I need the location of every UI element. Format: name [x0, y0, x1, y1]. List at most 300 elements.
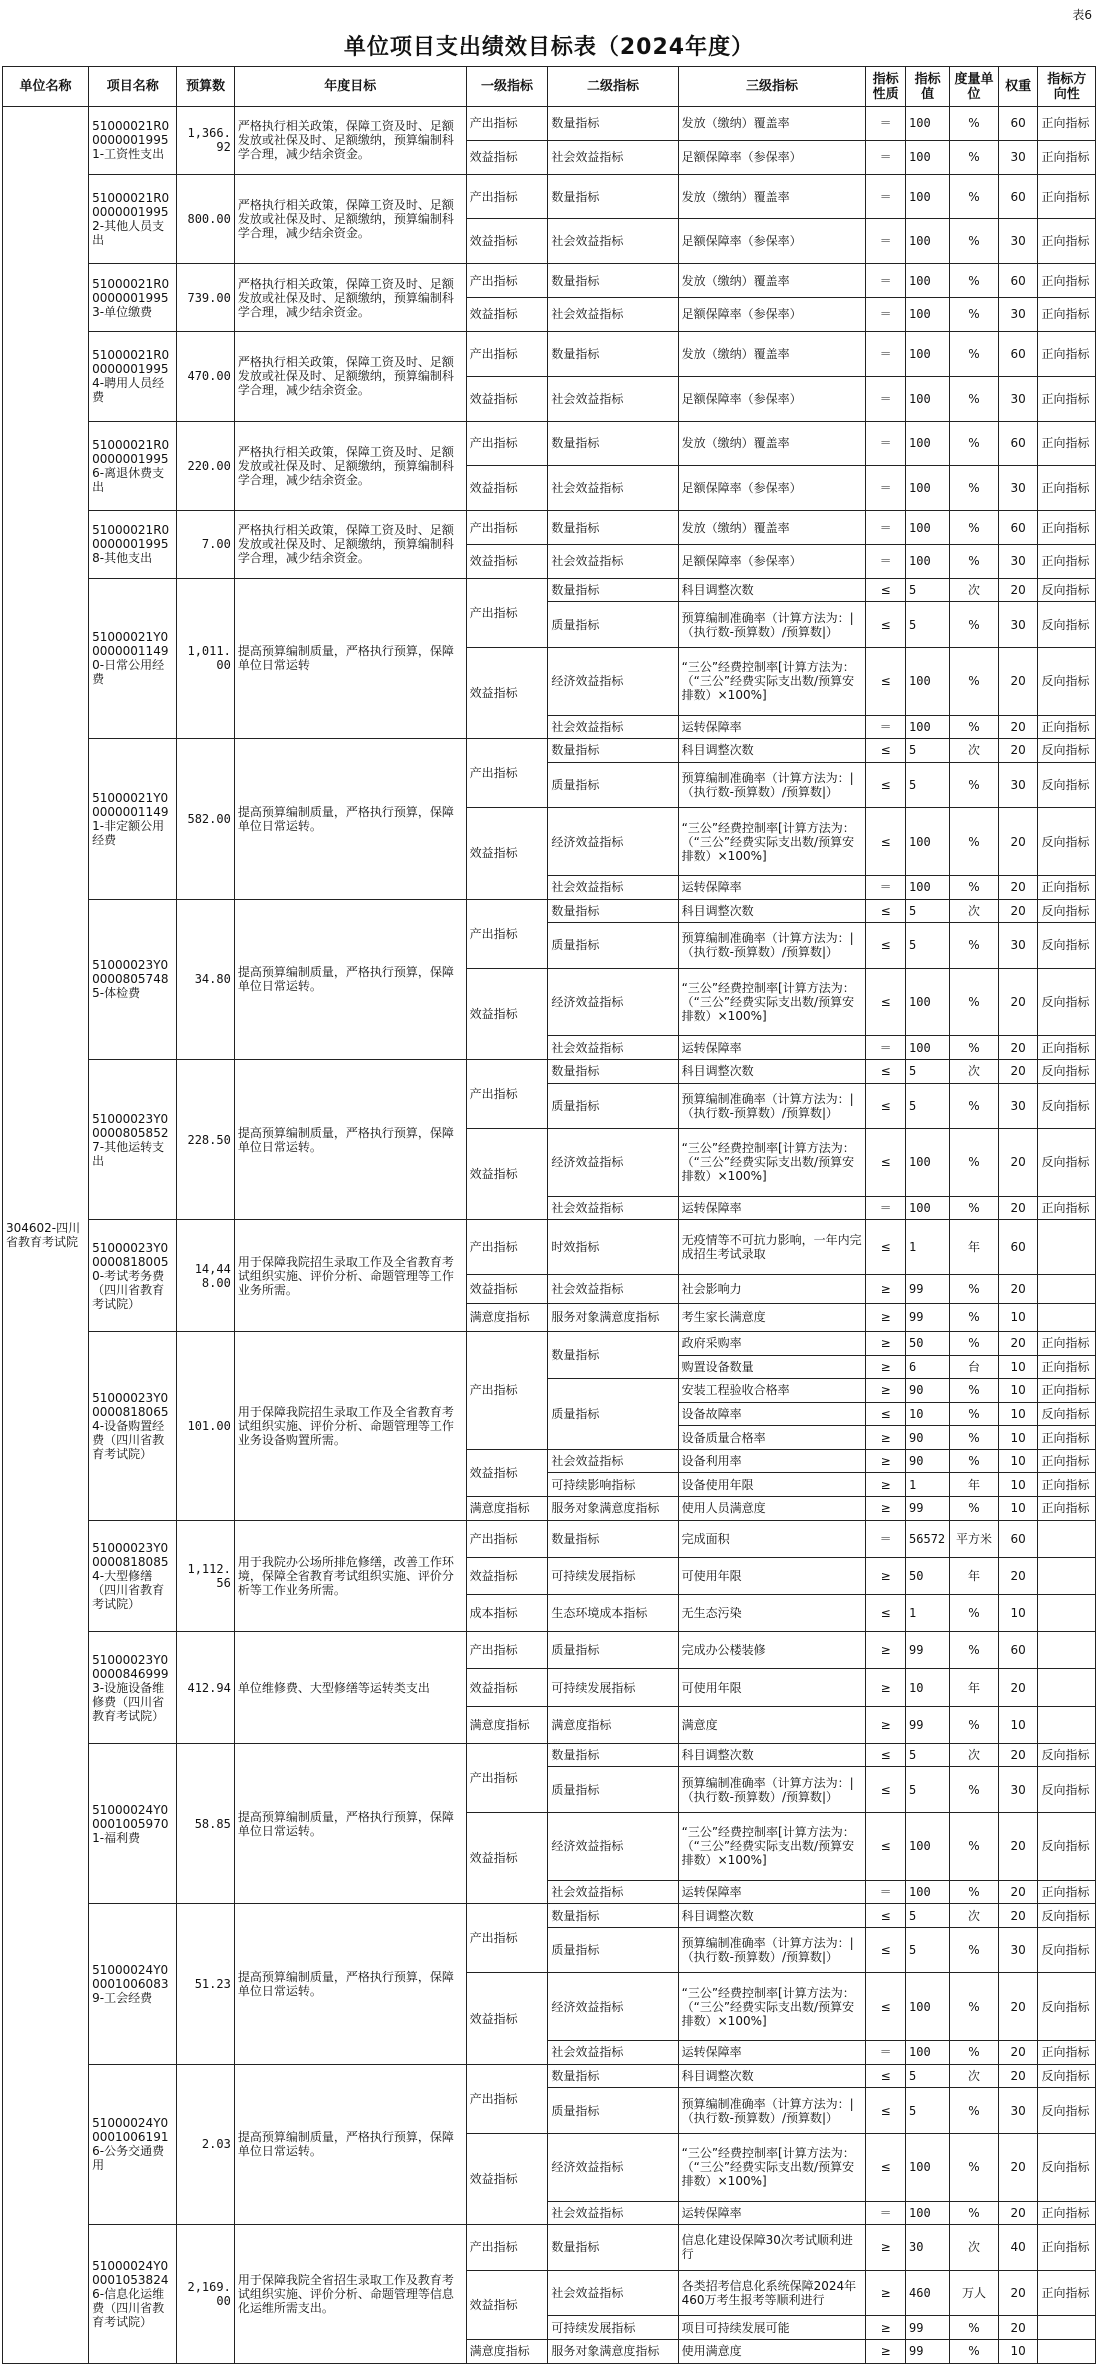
indicator-l1: 产出指标 [466, 174, 548, 219]
indicator-direction: 正向指标 [1038, 511, 1096, 545]
project-goal: 严格执行相关政策，保障工资及时、足额发放或社保及时、足额缴纳，预算编制科学合理，减少结余资金。 [234, 421, 466, 511]
indicator-l2: 数量指标 [548, 421, 678, 466]
indicator-l3: 预算编制准确率（计算方法为：|（执行数-预算数）/预算数|） [678, 602, 866, 648]
indicator-value: 5 [906, 1083, 950, 1129]
indicator-nature: ＝ [866, 107, 906, 141]
indicator-direction: 反向指标 [1038, 2088, 1096, 2134]
indicator-l1: 产出指标 [466, 1904, 548, 1973]
indicator-weight: 20 [998, 1669, 1038, 1706]
indicator-l3: 科目调整次数 [678, 2064, 866, 2088]
table-row [3, 107, 1096, 141]
indicator-l2: 服务对象满意度指标 [548, 1303, 678, 1331]
indicator-l3: 预算编制准确率（计算方法为：|（执行数-预算数）/预算数|） [678, 1767, 866, 1813]
project-name: 51000024Y000010538246-信息化运维费（四川省教育考试院） [89, 2225, 177, 2364]
indicator-value: 10 [906, 1669, 950, 1706]
indicator-l2: 社会效益指标 [548, 715, 678, 739]
indicator-direction [1038, 1632, 1096, 1669]
indicator-nature: ＝ [866, 1880, 906, 1904]
indicator-l2: 社会效益指标 [548, 219, 678, 264]
indicator-l3: 运转保障率 [678, 1036, 866, 1060]
indicator-weight: 10 [998, 1449, 1038, 1473]
indicator-l1: 产出指标 [466, 1520, 548, 1557]
indicator-l1: 产出指标 [466, 739, 548, 808]
indicator-nature: ≤ [866, 968, 906, 1036]
indicator-weight: 60 [998, 1632, 1038, 1669]
indicator-l3: 运转保障率 [678, 875, 866, 899]
indicator-measure: % [950, 1449, 999, 1473]
indicator-weight: 20 [998, 2201, 1038, 2225]
indicator-nature: ＝ [866, 1520, 906, 1557]
indicator-value: 100 [906, 715, 950, 739]
indicator-value: 100 [906, 376, 950, 421]
indicator-direction: 反向指标 [1038, 2064, 1096, 2088]
indicator-value: 100 [906, 466, 950, 511]
indicator-measure: % [950, 602, 999, 648]
indicator-nature: ≤ [866, 1402, 906, 1426]
indicator-l2: 数量指标 [548, 107, 678, 141]
indicator-measure: % [950, 1706, 999, 1743]
indicator-measure: 次 [950, 739, 999, 763]
project-name: 51000021Y000000011491-非定额公用经费 [89, 739, 177, 899]
indicator-l3: 使用满意度 [678, 2339, 866, 2363]
indicator-direction: 反向指标 [1038, 578, 1096, 602]
header-weight: 权重 [998, 67, 1038, 107]
indicator-nature: ≥ [866, 1303, 906, 1331]
page-title: 单位项目支出绩效目标表（2024年度） [343, 35, 755, 60]
indicator-direction: 正向指标 [1038, 1196, 1096, 1220]
table-row [3, 1059, 1096, 1083]
indicator-value: 5 [906, 1927, 950, 1973]
indicator-nature: ≤ [866, 923, 906, 969]
table-row [3, 511, 1096, 545]
indicator-l2: 服务对象满意度指标 [548, 2339, 678, 2363]
indicator-nature: ＝ [866, 264, 906, 298]
indicator-l1: 产出指标 [466, 264, 548, 298]
indicator-weight: 20 [998, 2133, 1038, 2201]
indicator-nature: ≤ [866, 1129, 906, 1197]
indicator-weight: 20 [998, 1973, 1038, 2041]
indicator-weight: 10 [998, 1379, 1038, 1403]
indicator-weight: 20 [998, 739, 1038, 763]
indicator-direction: 反向指标 [1038, 739, 1096, 763]
indicator-direction: 反向指标 [1038, 899, 1096, 923]
indicator-weight: 20 [998, 1036, 1038, 1060]
header-goal: 年度目标 [234, 67, 466, 107]
indicator-direction: 正向指标 [1038, 1331, 1096, 1355]
indicator-nature: ≥ [866, 2270, 906, 2316]
indicator-l1: 满意度指标 [466, 1497, 548, 1521]
header-budget: 预算数 [177, 67, 234, 107]
indicator-l1: 效益指标 [466, 968, 548, 1059]
indicator-value: 5 [906, 923, 950, 969]
indicator-direction: 正向指标 [1038, 174, 1096, 219]
project-budget: 2.03 [177, 2064, 234, 2224]
indicator-measure: 次 [950, 899, 999, 923]
indicator-l3: 科目调整次数 [678, 1904, 866, 1928]
indicator-value: 100 [906, 2041, 950, 2065]
indicator-l3: 运转保障率 [678, 2041, 866, 2065]
indicator-measure: 次 [950, 1743, 999, 1767]
indicator-value: 56572 [906, 1520, 950, 1557]
project-goal: 提高预算编制质量，严格执行预算，保障单位日常运转。 [234, 2064, 466, 2224]
indicator-nature: ≤ [866, 1595, 906, 1632]
indicator-value: 99 [906, 2339, 950, 2363]
indicator-nature: ≥ [866, 1379, 906, 1403]
indicator-value: 100 [906, 544, 950, 578]
indicator-measure: % [950, 466, 999, 511]
indicator-weight: 20 [998, 1904, 1038, 1928]
indicator-measure: 次 [950, 2225, 999, 2271]
indicator-direction: 反向指标 [1038, 1402, 1096, 1426]
indicator-direction: 反向指标 [1038, 1059, 1096, 1083]
indicator-l2: 数量指标 [548, 1904, 678, 1928]
project-goal: 提高预算编制质量，严格执行预算，保障单位日常运转。 [234, 1059, 466, 1219]
project-budget: 228.50 [177, 1059, 234, 1219]
indicator-measure: % [950, 1767, 999, 1813]
indicator-weight: 20 [998, 1275, 1038, 1303]
indicator-l2: 社会效益指标 [548, 298, 678, 332]
indicator-direction: 反向指标 [1038, 1927, 1096, 1973]
indicator-l2: 经济效益指标 [548, 2133, 678, 2201]
indicator-direction [1038, 1595, 1096, 1632]
indicator-l1: 产出指标 [466, 331, 548, 376]
indicator-l3: “三公”经费控制率[计算方法为：（“三公”经费实际支出数/预算安排数）×100%] [678, 647, 866, 715]
indicator-l3: 设备质量合格率 [678, 1426, 866, 1450]
indicator-l2: 经济效益指标 [548, 968, 678, 1036]
indicator-measure: % [950, 2339, 999, 2363]
indicator-measure: 年 [950, 1473, 999, 1497]
project-name: 51000021R000000019951-工资性支出 [89, 107, 177, 175]
indicator-nature: ≤ [866, 1813, 906, 1881]
indicator-l3: “三公”经费控制率[计算方法为：（“三公”经费实际支出数/预算安排数）×100%] [678, 1973, 866, 2041]
indicator-direction: 正向指标 [1038, 331, 1096, 376]
header-measure: 度量单位 [950, 67, 999, 107]
indicator-nature: ≤ [866, 1743, 906, 1767]
indicator-measure: % [950, 298, 999, 332]
indicator-l2: 质量指标 [548, 2088, 678, 2134]
indicator-direction [1038, 2316, 1096, 2340]
project-goal: 用于保障我院招生录取工作及全省教育考试组织实施、评价分析、命题管理等工作业务所需。 [234, 1220, 466, 1332]
indicator-l3: 可使用年限 [678, 1557, 866, 1594]
indicator-l3: 足额保障率（参保率） [678, 466, 866, 511]
indicator-l2: 社会效益指标 [548, 875, 678, 899]
indicator-direction: 正向指标 [1038, 466, 1096, 511]
indicator-measure: % [950, 1379, 999, 1403]
indicator-measure: % [950, 1973, 999, 2041]
indicator-direction: 正向指标 [1038, 1036, 1096, 1060]
project-name: 51000023Y000008180854-大型修缮（四川省教育考试院） [89, 1520, 177, 1632]
indicator-weight: 30 [998, 1083, 1038, 1129]
indicator-direction [1038, 1706, 1096, 1743]
indicator-l3: “三公”经费控制率[计算方法为：（“三公”经费实际支出数/预算安排数）×100%] [678, 2133, 866, 2201]
indicator-nature: ＝ [866, 140, 906, 174]
indicator-nature: ＝ [866, 421, 906, 466]
indicator-l3: 运转保障率 [678, 715, 866, 739]
indicator-value: 100 [906, 264, 950, 298]
indicator-weight: 10 [998, 1497, 1038, 1521]
indicator-weight: 20 [998, 578, 1038, 602]
indicator-direction: 反向指标 [1038, 968, 1096, 1036]
indicator-direction: 正向指标 [1038, 376, 1096, 421]
indicator-direction: 反向指标 [1038, 1904, 1096, 1928]
indicator-nature: ＝ [866, 1196, 906, 1220]
header-l1: 一级指标 [466, 67, 548, 107]
indicator-nature: ≤ [866, 1059, 906, 1083]
indicator-l2: 社会效益指标 [548, 2201, 678, 2225]
indicator-nature: ≥ [866, 1449, 906, 1473]
indicator-weight: 10 [998, 1402, 1038, 1426]
indicator-l3: 发放（缴纳）覆盖率 [678, 174, 866, 219]
header-nature: 指标性质 [866, 67, 906, 107]
indicator-l3: 设备故障率 [678, 1402, 866, 1426]
indicator-weight: 30 [998, 762, 1038, 808]
indicator-l3: 科目调整次数 [678, 739, 866, 763]
indicator-l2: 满意度指标 [548, 1706, 678, 1743]
table-row [3, 739, 1096, 763]
indicator-weight: 20 [998, 1813, 1038, 1881]
indicator-measure: 次 [950, 1904, 999, 1928]
indicator-weight: 20 [998, 1331, 1038, 1355]
indicator-direction: 反向指标 [1038, 762, 1096, 808]
indicator-weight: 10 [998, 1355, 1038, 1379]
indicator-measure: % [950, 1196, 999, 1220]
indicator-weight: 30 [998, 1767, 1038, 1813]
indicator-weight: 20 [998, 875, 1038, 899]
indicator-direction: 反向指标 [1038, 808, 1096, 876]
indicator-weight: 20 [998, 2041, 1038, 2065]
indicator-l2: 可持续影响指标 [548, 1473, 678, 1497]
project-goal: 提高预算编制质量，严格执行预算，保障单位日常运转 [234, 578, 466, 738]
table-number: 表6 [1072, 8, 1092, 22]
indicator-measure: % [950, 1426, 999, 1450]
indicator-l1: 效益指标 [466, 466, 548, 511]
indicator-measure: % [950, 1129, 999, 1197]
indicator-l2: 质量指标 [548, 1379, 678, 1450]
indicator-direction: 反向指标 [1038, 2133, 1096, 2201]
indicator-l2: 经济效益指标 [548, 808, 678, 876]
indicator-value: 5 [906, 762, 950, 808]
indicator-l1: 效益指标 [466, 1813, 548, 1904]
indicator-weight: 20 [998, 647, 1038, 715]
indicator-l3: 政府采购率 [678, 1331, 866, 1355]
indicator-nature: ＝ [866, 331, 906, 376]
indicator-direction [1038, 1520, 1096, 1557]
unit-name: 304602-四川省教育考试院 [3, 107, 89, 2364]
project-name: 51000023Y000008469993-设施设备维修费（四川省教育考试院） [89, 1632, 177, 1744]
indicator-value: 30 [906, 2225, 950, 2271]
project-budget: 1,112.56 [177, 1520, 234, 1632]
indicator-l1: 效益指标 [466, 298, 548, 332]
indicator-l2: 社会效益指标 [548, 1449, 678, 1473]
indicator-l3: 设备利用率 [678, 1449, 866, 1473]
indicator-nature: ≥ [866, 1426, 906, 1450]
indicator-nature: ≥ [866, 2339, 906, 2363]
indicator-weight: 30 [998, 466, 1038, 511]
indicator-l1: 产出指标 [466, 2064, 548, 2133]
indicator-measure: % [950, 715, 999, 739]
indicator-l3: 科目调整次数 [678, 1059, 866, 1083]
indicator-measure: % [950, 1402, 999, 1426]
indicator-direction: 正向指标 [1038, 2225, 1096, 2271]
indicator-l1: 效益指标 [466, 1449, 548, 1496]
indicator-direction: 反向指标 [1038, 1973, 1096, 2041]
indicator-measure: % [950, 1275, 999, 1303]
indicator-l2: 数量指标 [548, 264, 678, 298]
indicator-weight: 20 [998, 968, 1038, 1036]
project-name: 51000024Y000010059701-福利费 [89, 1743, 177, 1903]
project-goal: 严格执行相关政策，保障工资及时、足额发放或社保及时、足额缴纳，预算编制科学合理，减少结余资金。 [234, 511, 466, 579]
indicator-measure: 万人 [950, 2270, 999, 2316]
indicator-measure: % [950, 376, 999, 421]
indicator-weight: 20 [998, 1129, 1038, 1197]
indicator-nature: ＝ [866, 174, 906, 219]
indicator-measure: % [950, 1303, 999, 1331]
indicator-value: 99 [906, 2316, 950, 2340]
indicator-l1: 产出指标 [466, 1331, 548, 1449]
indicator-l3: 社会影响力 [678, 1275, 866, 1303]
indicator-nature: ≤ [866, 1904, 906, 1928]
indicator-value: 460 [906, 2270, 950, 2316]
indicator-value: 5 [906, 739, 950, 763]
indicator-nature: ≥ [866, 1473, 906, 1497]
table-row [3, 264, 1096, 298]
indicator-direction: 反向指标 [1038, 923, 1096, 969]
indicator-weight: 30 [998, 602, 1038, 648]
project-name: 51000021R000000019956-离退休费支出 [89, 421, 177, 511]
indicator-l3: 信息化建设保障30次考试顺利进行 [678, 2225, 866, 2271]
project-name: 51000024Y000010061916-公务交通费用 [89, 2064, 177, 2224]
indicator-measure: 年 [950, 1557, 999, 1594]
indicator-l3: 预算编制准确率（计算方法为：|（执行数-预算数）/预算数|） [678, 1083, 866, 1129]
indicator-direction: 正向指标 [1038, 875, 1096, 899]
indicator-weight: 20 [998, 1557, 1038, 1594]
indicator-direction: 反向指标 [1038, 1767, 1096, 1813]
indicator-l1: 产出指标 [466, 899, 548, 968]
project-goal: 用于保障我院全省招生录取工作及教育考试组织实施、评价分析、命题管理等信息化运维所需支出。 [234, 2225, 466, 2364]
indicator-weight: 20 [998, 1880, 1038, 1904]
project-budget: 7.00 [177, 511, 234, 579]
indicator-measure: % [950, 1497, 999, 1521]
indicator-value: 100 [906, 140, 950, 174]
indicator-value: 100 [906, 1129, 950, 1197]
indicator-direction: 正向指标 [1038, 1355, 1096, 1379]
table-row [3, 421, 1096, 466]
indicator-l2: 数量指标 [548, 331, 678, 376]
indicator-nature: ≤ [866, 739, 906, 763]
indicator-value: 100 [906, 2201, 950, 2225]
indicator-measure: % [950, 762, 999, 808]
indicator-measure: % [950, 331, 999, 376]
project-budget: 412.94 [177, 1632, 234, 1744]
indicator-l1: 成本指标 [466, 1595, 548, 1632]
indicator-weight: 10 [998, 1473, 1038, 1497]
project-budget: 582.00 [177, 739, 234, 899]
indicator-l3: “三公”经费控制率[计算方法为：（“三公”经费实际支出数/预算安排数）×100%] [678, 1129, 866, 1197]
indicator-l3: 发放（缴纳）覆盖率 [678, 421, 866, 466]
indicator-l3: 完成办公楼装修 [678, 1632, 866, 1669]
project-name: 51000023Y000008057485-体检费 [89, 899, 177, 1059]
indicator-l2: 可持续发展指标 [548, 1557, 678, 1594]
indicator-l1: 满意度指标 [466, 2339, 548, 2363]
indicator-value: 1 [906, 1220, 950, 1275]
header-l3: 三级指标 [678, 67, 866, 107]
indicator-measure: % [950, 2316, 999, 2340]
indicator-l1: 效益指标 [466, 219, 548, 264]
indicator-value: 90 [906, 1426, 950, 1450]
indicator-value: 100 [906, 1973, 950, 2041]
indicator-l1: 产出指标 [466, 107, 548, 141]
table-row [3, 899, 1096, 923]
indicator-direction: 反向指标 [1038, 647, 1096, 715]
indicator-l2: 质量指标 [548, 1083, 678, 1129]
indicator-weight: 10 [998, 1595, 1038, 1632]
indicator-value: 90 [906, 1449, 950, 1473]
indicator-weight: 40 [998, 2225, 1038, 2271]
table-row [3, 1743, 1096, 1767]
indicator-nature: ≥ [866, 1497, 906, 1521]
indicator-l2: 数量指标 [548, 2225, 678, 2271]
indicator-value: 100 [906, 298, 950, 332]
indicator-l3: 发放（缴纳）覆盖率 [678, 511, 866, 545]
indicator-l2: 时效指标 [548, 1220, 678, 1275]
indicator-value: 5 [906, 1059, 950, 1083]
indicator-value: 100 [906, 421, 950, 466]
indicator-nature: ＝ [866, 715, 906, 739]
indicator-value: 99 [906, 1497, 950, 1521]
project-goal: 严格执行相关政策，保障工资及时、足额发放或社保及时、足额缴纳，预算编制科学合理，减少结余资金。 [234, 174, 466, 264]
table-row [3, 1520, 1096, 1557]
indicator-nature: ＝ [866, 298, 906, 332]
indicator-direction: 正向指标 [1038, 1473, 1096, 1497]
indicator-direction: 反向指标 [1038, 1129, 1096, 1197]
indicator-l3: 足额保障率（参保率） [678, 298, 866, 332]
indicator-weight: 10 [998, 1426, 1038, 1450]
indicator-value: 5 [906, 602, 950, 648]
indicator-weight: 60 [998, 1520, 1038, 1557]
indicator-l3: 运转保障率 [678, 1196, 866, 1220]
indicator-direction [1038, 1303, 1096, 1331]
indicator-nature: ＝ [866, 466, 906, 511]
table-row [3, 1331, 1096, 1355]
table-body [3, 107, 1096, 2364]
indicator-l2: 质量指标 [548, 1632, 678, 1669]
indicator-l2: 质量指标 [548, 923, 678, 969]
indicator-l2: 数量指标 [548, 1331, 678, 1378]
indicator-direction: 正向指标 [1038, 544, 1096, 578]
indicator-nature: ≤ [866, 808, 906, 876]
project-name: 51000021R000000019953-单位缴费 [89, 264, 177, 332]
indicator-nature: ≥ [866, 1557, 906, 1594]
header-unit: 单位名称 [3, 67, 89, 107]
indicator-l2: 数量指标 [548, 899, 678, 923]
indicator-direction: 正向指标 [1038, 140, 1096, 174]
project-budget: 101.00 [177, 1331, 234, 1520]
indicator-direction: 正向指标 [1038, 2270, 1096, 2316]
indicator-measure: % [950, 2088, 999, 2134]
indicator-direction [1038, 1557, 1096, 1594]
indicator-weight: 60 [998, 1220, 1038, 1275]
indicator-l3: “三公”经费控制率[计算方法为：（“三公”经费实际支出数/预算安排数）×100%] [678, 968, 866, 1036]
indicator-l3: 足额保障率（参保率） [678, 219, 866, 264]
project-budget: 14,448.00 [177, 1220, 234, 1332]
indicator-value: 100 [906, 174, 950, 219]
indicator-l2: 生态环境成本指标 [548, 1595, 678, 1632]
indicator-nature: ≥ [866, 2225, 906, 2271]
indicator-l2: 质量指标 [548, 602, 678, 648]
indicator-l3: 项目可持续发展可能 [678, 2316, 866, 2340]
indicator-value: 100 [906, 1880, 950, 1904]
indicator-l2: 经济效益指标 [548, 647, 678, 715]
